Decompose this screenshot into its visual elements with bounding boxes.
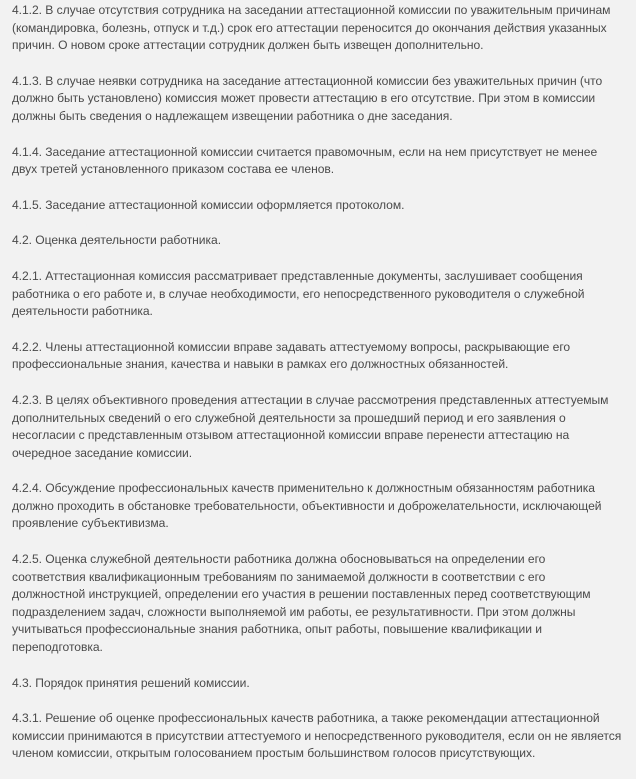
section-heading-4-3: 4.3. Порядок принятия решений комиссии. <box>12 675 250 690</box>
paragraph-4-3-1: 4.3.1. Решение об оценке профессиональных качеств работника, а также рекомендации аттестационной комиссии принимаются в присутствии аттестуемого и непосредственного руководителя, если он не является членом комиссии, открытым голосованием простым большинством голосов присутствующих. <box>12 711 622 761</box>
paragraph-4-2-2: 4.2.2. Члены аттестационной комиссии вправе задавать аттестуемому вопросы, раскрывающие его профессиональные знания, качества и навыки в рамках его должностных обязанностей. <box>12 339 571 372</box>
paragraph-4-1-5: 4.1.5. Заседание аттестационной комиссии оформляется протоколом. <box>12 197 405 212</box>
paragraph-4-1-3: 4.1.3. В случае неявки сотрудника на заседание аттестационной комиссии без уважительных причин (что должно быть установлено) комиссия может провести аттестацию в его отсутствие. При этом в комиссии должны быть сведения о надлежащем извещении работника о дне заседания. <box>12 73 603 123</box>
paragraph-4-1-2: 4.1.2. В случае отсутствия сотрудника на заседании аттестационной комиссии по уважительным причинам (командировка, болезнь, отпуск и т.д.) срок его аттестации переносится до окончания действия указанных причин. О новом сроке аттестации сотрудник должен быть извещен дополнительно. <box>12 3 611 53</box>
paragraph-4-2-5: 4.2.5. Оценка служебной деятельности работника должна обосновываться на определении его соответствия квалификационным требованиям по занимаемой должности в соответствии с его должностной инструкцией, определении его участия в решении поставленных перед соответствующим подразделением задач, сложности выполняемой им работы, ее результативности. При этом должны учитываться профессиональные знания работника, опыт работы, повышение квалификации и переподготовка. <box>12 552 591 655</box>
section-heading-4-2: 4.2. Оценка деятельности работника. <box>12 233 222 248</box>
paragraph-4-2-1: 4.2.1. Аттестационная комиссия рассматривает представленные документы, заслушивает сообщения работника о его работе и, в случае необходимости, его непосредственного руководителя о служебной деятельности работника. <box>12 268 585 319</box>
paragraph-4-2-3: 4.2.3. В целях объективного проведения аттестации в случае рассмотрения представленных аттестуемым дополнительных сведений о его служебной деятельности за прошедший период и его заявления о несогласии с представленным отзывом аттестационной комиссии вправе перенести аттестацию на очередное заседание комиссии. <box>12 392 609 460</box>
paragraph-4-2-4: 4.2.4. Обсуждение профессиональных качеств применительно к должностным обязанностям работника должно проходить в обстановке требовательности, объективности и доброжелательности, исключающей проявление субъективизма. <box>12 481 602 531</box>
paragraph-4-1-4: 4.1.4. Заседание аттестационной комиссии считается правомочным, если на нем присутствует не менее двух третей установленного приказом состава ее членов. <box>12 144 598 177</box>
